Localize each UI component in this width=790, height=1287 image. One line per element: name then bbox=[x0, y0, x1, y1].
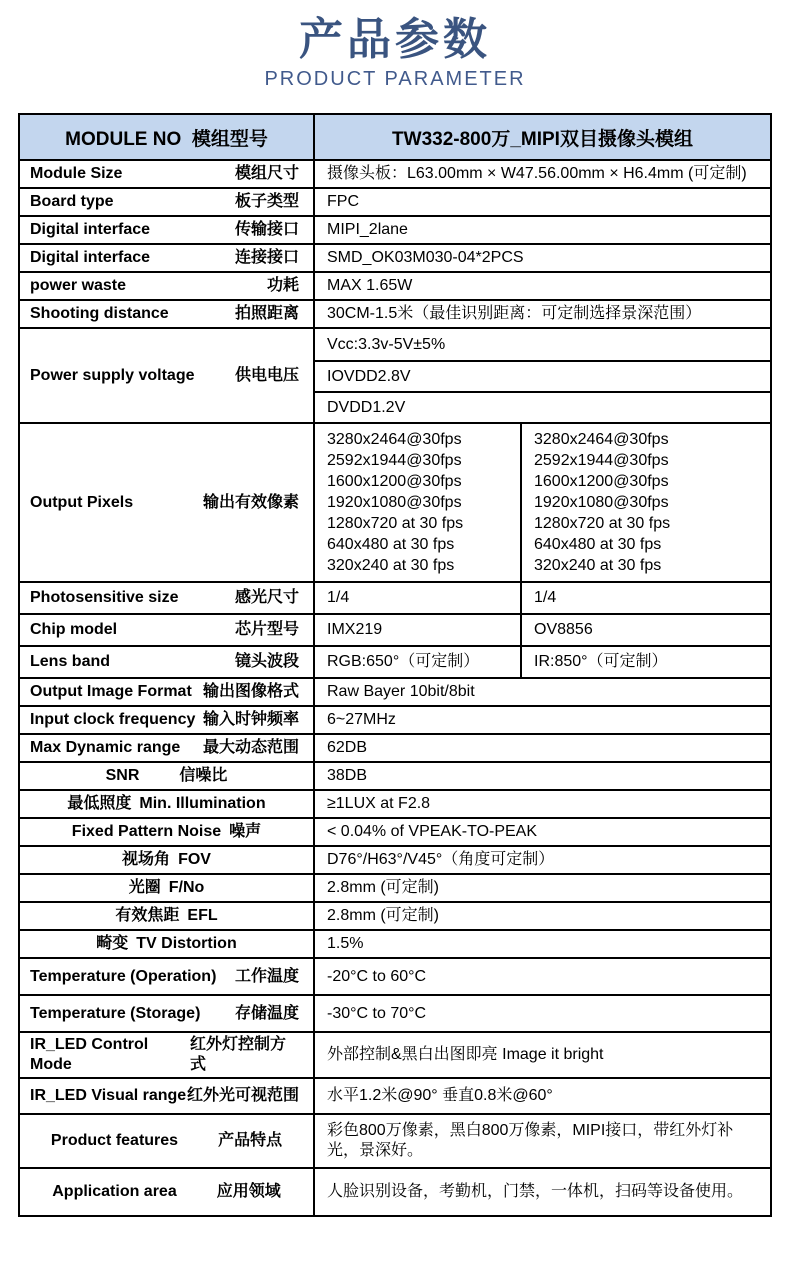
label-part: 光圈 bbox=[128, 879, 161, 896]
label-part: 连接接口 bbox=[234, 249, 299, 266]
table-row-ir-led-visual-range bbox=[20, 1077, 770, 1113]
value-cell-output-pixels-1 bbox=[522, 424, 770, 581]
table-row-min-illumination bbox=[20, 789, 770, 817]
value-cell-min-illumination: ≥1LUX at F2.8 bbox=[327, 795, 431, 812]
label-part: 功耗 bbox=[266, 277, 299, 294]
value-line: 1600x1200@30fps bbox=[534, 473, 669, 490]
label-part: 应用领域 bbox=[216, 1183, 281, 1200]
label-part: Max Dynamic range bbox=[30, 739, 181, 756]
row-label-chip-model bbox=[20, 615, 315, 645]
label-part: Output Image Format bbox=[30, 683, 192, 700]
value-cell-digital-interface-transmission: MIPI_2lane bbox=[327, 221, 408, 238]
label-part: 视场角 bbox=[122, 851, 171, 868]
label-part: TV Distortion bbox=[136, 935, 237, 952]
value-cell-power-supply-voltage-0: Vcc:3.3v-5V±5% bbox=[327, 335, 446, 353]
label-part: Application area bbox=[52, 1183, 177, 1200]
row-label-photosensitive-size bbox=[20, 583, 315, 613]
label-part: F/No bbox=[168, 879, 205, 896]
label-part: Output Pixels bbox=[30, 493, 134, 511]
label-part: 红外光可视范围 bbox=[186, 1087, 299, 1104]
table-row-power-waste bbox=[20, 271, 770, 299]
value-cell-lens-band-0: RGB:650°（可定制） bbox=[315, 647, 522, 677]
label-part: Power supply voltage bbox=[30, 366, 195, 384]
label-part: 输出有效像素 bbox=[202, 493, 299, 511]
table-row-fixed-pattern-noise bbox=[20, 817, 770, 845]
label-part: 芯片型号 bbox=[234, 621, 299, 638]
row-label-digital-interface-connector bbox=[20, 245, 315, 271]
row-label-power-supply-voltage bbox=[20, 329, 315, 422]
label-part: 板子类型 bbox=[234, 193, 299, 210]
value-cell-shooting-distance: 30CM-1.5米（最佳识别距离：可定制选择景深范围） bbox=[327, 305, 702, 322]
value-cell-photosensitive-size-1: 1/4 bbox=[534, 589, 557, 606]
label-part: Temperature (Storage) bbox=[30, 1004, 201, 1022]
table-row-fov bbox=[20, 845, 770, 873]
table-row-max-dynamic-range bbox=[20, 733, 770, 761]
row-label-digital-interface-transmission bbox=[20, 217, 315, 243]
label-part: FOV bbox=[178, 851, 211, 868]
table-header-row bbox=[20, 115, 770, 159]
product-parameter-table bbox=[18, 113, 772, 1217]
label-part: Digital interface bbox=[30, 249, 151, 266]
value-cell-max-dynamic-range: 62DB bbox=[327, 739, 368, 756]
label-part: 输出图像格式 bbox=[202, 683, 299, 700]
label-part: SNR bbox=[105, 767, 140, 784]
table-row-efl bbox=[20, 901, 770, 929]
label-part: 工作温度 bbox=[234, 967, 299, 985]
table-row-photosensitive-size bbox=[20, 581, 770, 613]
table-header-label: MODULE NO 模组型号 bbox=[20, 115, 315, 159]
table-row-snr bbox=[20, 761, 770, 789]
table-row-output-image-format bbox=[20, 677, 770, 705]
value-cell-temperature-operation: -20°C to 60°C bbox=[327, 967, 427, 985]
value-cell-power-supply-voltage-1: IOVDD2.8V bbox=[315, 360, 770, 391]
table-row-digital-interface-connector bbox=[20, 243, 770, 271]
value-cell-power-waste: MAX 1.65W bbox=[327, 277, 413, 294]
row-label-input-clock-frequency bbox=[20, 707, 315, 733]
value-line: 320x240 at 30 fps bbox=[534, 557, 662, 574]
row-label-module-size bbox=[20, 161, 315, 187]
label-part: 红外灯控制方式 bbox=[190, 1036, 287, 1073]
value-cell-output-pixels-0 bbox=[315, 424, 522, 581]
label-part: 最低照度 bbox=[67, 795, 132, 812]
table-row-shooting-distance bbox=[20, 299, 770, 327]
value-cell-f-no: 2.8mm (可定制) bbox=[327, 879, 440, 896]
row-label-fov bbox=[20, 847, 315, 873]
label-part: Digital interface bbox=[30, 221, 151, 238]
table-rows bbox=[20, 159, 770, 1215]
table-row-output-pixels bbox=[20, 422, 770, 581]
label-part: power waste bbox=[30, 277, 127, 294]
row-label-lens-band bbox=[20, 647, 315, 677]
table-row-temperature-storage bbox=[20, 994, 770, 1031]
label-part: 有效焦距 bbox=[115, 907, 180, 924]
label-part: Shooting distance bbox=[30, 305, 169, 322]
row-label-tv-distortion bbox=[20, 931, 315, 957]
label-part: 传输接口 bbox=[234, 221, 299, 238]
table-row-tv-distortion bbox=[20, 929, 770, 957]
page-subtitle: PRODUCT PARAMETER bbox=[264, 68, 526, 90]
table-row-board-type bbox=[20, 187, 770, 215]
value-cell-input-clock-frequency: 6~27MHz bbox=[327, 711, 396, 728]
label-part: Lens band bbox=[30, 653, 111, 670]
label-part: Module Size bbox=[30, 165, 123, 182]
value-cell-power-supply-voltage-2: DVDD1.2V bbox=[315, 391, 770, 422]
label-part: Temperature (Operation) bbox=[30, 967, 217, 985]
label-part: EFL bbox=[187, 907, 218, 924]
label-part: 畸变 bbox=[96, 935, 129, 952]
label-part: 最大动态范围 bbox=[202, 739, 299, 756]
row-label-product-features bbox=[20, 1115, 315, 1167]
value-cell-chip-model-1: OV8856 bbox=[534, 621, 593, 638]
value-cell-board-type: FPC bbox=[327, 193, 359, 210]
row-label-output-pixels bbox=[20, 424, 315, 581]
value-line: 640x480 at 30 fps bbox=[534, 536, 662, 553]
value-line: 3280x2464@30fps bbox=[534, 431, 669, 448]
value-line: 320x240 at 30 fps bbox=[327, 557, 455, 574]
value-cell-snr: 38DB bbox=[327, 767, 368, 784]
table-row-f-no bbox=[20, 873, 770, 901]
value-cell-chip-model-0: IMX219 bbox=[315, 615, 522, 645]
table-row-power-supply-voltage bbox=[20, 327, 770, 422]
value-cell-lens-band-1: IR:850°（可定制） bbox=[534, 653, 668, 670]
page-title: 产品参数 bbox=[299, 15, 491, 64]
label-part: 感光尺寸 bbox=[234, 589, 299, 606]
value-cell-application-area: 人脸识别设备，考勤机，门禁，一体机，扫码等设备使用。 bbox=[327, 1183, 744, 1200]
row-label-ir-led-control-mode bbox=[20, 1033, 315, 1077]
value-line: 3280x2464@30fps bbox=[327, 431, 462, 448]
row-label-output-image-format bbox=[20, 679, 315, 705]
label-part: 输入时钟频率 bbox=[202, 711, 299, 728]
value-line: 1280x720 at 30 fps bbox=[534, 515, 671, 532]
label-part: IR_LED Visual range bbox=[30, 1087, 187, 1104]
value-line: 2592x1944@30fps bbox=[534, 452, 669, 469]
value-cell-fov: D76°/H63°/V45°（角度可定制） bbox=[327, 851, 555, 868]
table-row-digital-interface-transmission bbox=[20, 215, 770, 243]
table-row-application-area bbox=[20, 1167, 770, 1215]
row-label-power-waste bbox=[20, 273, 315, 299]
row-label-min-illumination bbox=[20, 791, 315, 817]
table-row-lens-band bbox=[20, 645, 770, 677]
row-label-shooting-distance bbox=[20, 301, 315, 327]
value-line: 1920x1080@30fps bbox=[327, 494, 462, 511]
label-part: 信噪比 bbox=[179, 767, 228, 784]
label-part: 存储温度 bbox=[234, 1004, 299, 1022]
row-label-efl bbox=[20, 903, 315, 929]
value-line: 1600x1200@30fps bbox=[327, 473, 462, 490]
row-label-f-no bbox=[20, 875, 315, 901]
label-part: 产品特点 bbox=[218, 1132, 283, 1149]
label-part: 镜头波段 bbox=[234, 653, 299, 670]
label-part: Fixed Pattern Noise bbox=[71, 823, 222, 840]
table-row-input-clock-frequency bbox=[20, 705, 770, 733]
label-part: 噪声 bbox=[229, 823, 262, 840]
label-part: Board type bbox=[30, 193, 114, 210]
value-line: 640x480 at 30 fps bbox=[327, 536, 455, 553]
value-cell-temperature-storage: -30°C to 70°C bbox=[327, 1004, 427, 1022]
row-label-fixed-pattern-noise bbox=[20, 819, 315, 845]
label-part: Min. Illumination bbox=[139, 795, 266, 812]
value-cell-product-features: 彩色800万像素，黑白800万像素，MIPI接口，带红外灯补光，景深好。 bbox=[327, 1122, 734, 1159]
label-part: 供电电压 bbox=[234, 366, 299, 384]
row-label-board-type bbox=[20, 189, 315, 215]
row-label-temperature-storage bbox=[20, 996, 315, 1031]
value-cell-digital-interface-connector: SMD_OK03M030-04*2PCS bbox=[327, 249, 524, 266]
table-row-chip-model bbox=[20, 613, 770, 645]
table-header-value: TW332-800万_MIPI双目摄像头模组 bbox=[392, 128, 693, 150]
value-cell-efl: 2.8mm (可定制) bbox=[327, 907, 440, 924]
label-part: IR_LED Control Mode bbox=[30, 1036, 149, 1073]
value-cell-ir-led-control-mode: 外部控制&黑白出图即亮 Image it bright bbox=[327, 1046, 604, 1063]
value-line: 1280x720 at 30 fps bbox=[327, 515, 464, 532]
page-header bbox=[0, 0, 790, 91]
table-row-ir-led-control-mode bbox=[20, 1031, 770, 1077]
label-part: Product features bbox=[50, 1132, 179, 1149]
label-part: Chip model bbox=[30, 621, 118, 638]
value-line: 1920x1080@30fps bbox=[534, 494, 669, 511]
row-label-max-dynamic-range bbox=[20, 735, 315, 761]
value-cell-module-size: 摄像头板：L63.00mm × W47.56.00mm × H6.4mm (可定制) bbox=[327, 165, 747, 182]
label-part: Input clock frequency bbox=[30, 711, 196, 728]
table-row-module-size bbox=[20, 159, 770, 187]
label-part: 拍照距离 bbox=[234, 305, 299, 322]
value-line: 2592x1944@30fps bbox=[327, 452, 462, 469]
table-row-temperature-operation bbox=[20, 957, 770, 994]
label-part: 模组尺寸 bbox=[234, 165, 299, 182]
value-cell-ir-led-visual-range: 水平1.2米@90° 垂直0.8米@60° bbox=[327, 1087, 553, 1104]
value-cell-tv-distortion: 1.5% bbox=[327, 935, 364, 952]
label-part: Photosensitive size bbox=[30, 589, 179, 606]
row-values-power-supply-voltage bbox=[315, 329, 770, 422]
row-label-temperature-operation bbox=[20, 959, 315, 994]
row-label-application-area bbox=[20, 1169, 315, 1215]
value-cell-photosensitive-size-0: 1/4 bbox=[315, 583, 522, 613]
row-label-ir-led-visual-range bbox=[20, 1079, 315, 1113]
value-cell-fixed-pattern-noise: < 0.04% of VPEAK-TO-PEAK bbox=[327, 823, 538, 840]
table-row-product-features bbox=[20, 1113, 770, 1167]
row-label-snr bbox=[20, 763, 315, 789]
value-cell-output-image-format: Raw Bayer 10bit/8bit bbox=[327, 683, 475, 700]
